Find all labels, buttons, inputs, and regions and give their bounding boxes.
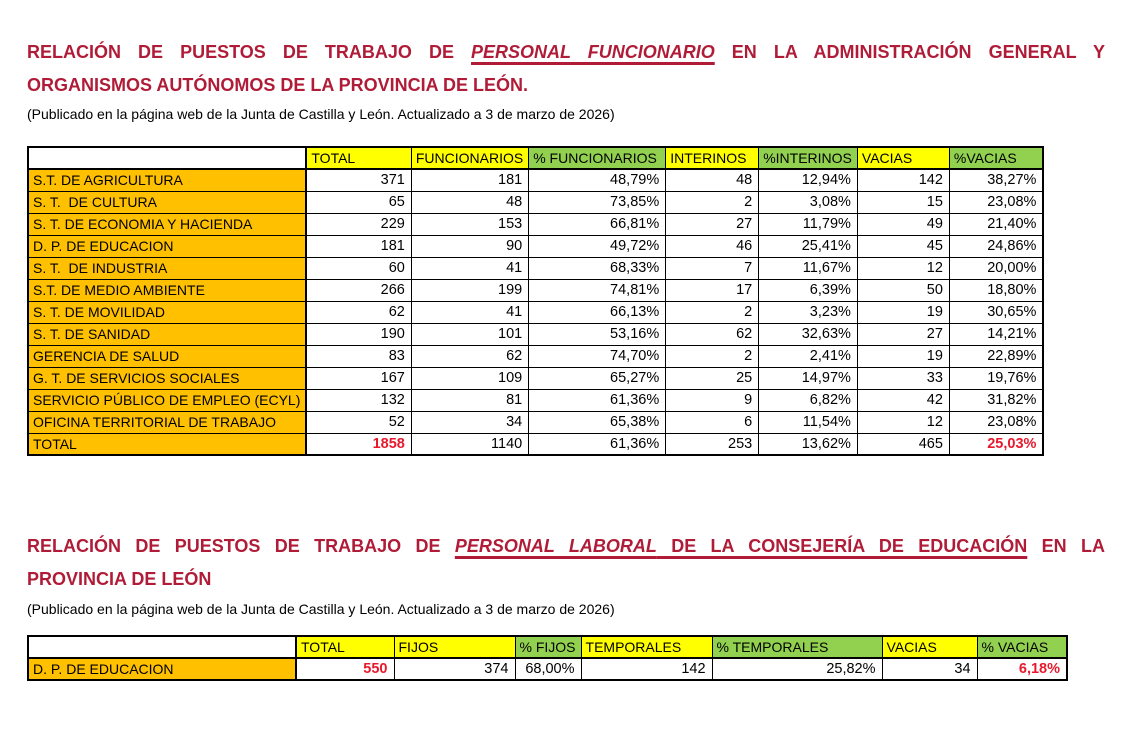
table-row: [28, 345, 1043, 367]
value-cell: 11,67%: [759, 257, 858, 279]
title-emphasis: PERSONAL LABORAL: [454, 536, 657, 556]
table-row: [28, 257, 1043, 279]
value-cell: 13,62%: [759, 433, 858, 455]
column-header: TOTAL: [296, 636, 394, 658]
value-cell: 61,36%: [529, 433, 666, 455]
value-cell: 66,13%: [529, 301, 666, 323]
value-cell: 48: [666, 169, 759, 191]
column-header: VACIAS: [882, 636, 977, 658]
column-header: %INTERINOS: [759, 147, 858, 169]
value-cell: 253: [666, 433, 759, 455]
title-text: EN LA ADMINISTRACIÓN GENERAL Y: [714, 42, 1105, 62]
value-cell: 11,79%: [759, 213, 858, 235]
row-label-cell: TOTAL: [28, 433, 306, 455]
table-row: [28, 389, 1043, 411]
corner-cell: [28, 636, 296, 658]
row-label-cell: SERVICIO PÚBLICO DE EMPLEO (ECYL): [28, 389, 306, 411]
value-cell: 42: [857, 389, 949, 411]
row-label-cell: S. T. DE SANIDAD: [28, 323, 306, 345]
value-cell: 229: [306, 213, 411, 235]
section1-title: [27, 36, 1105, 102]
value-cell: 9: [666, 389, 759, 411]
value-cell: 73,85%: [529, 191, 666, 213]
value-cell: 19: [857, 301, 949, 323]
value-cell: 550: [296, 658, 394, 680]
value-cell: 1140: [411, 433, 528, 455]
value-cell: 65: [306, 191, 411, 213]
value-cell: 374: [394, 658, 515, 680]
value-cell: 27: [666, 213, 759, 235]
table-row: [28, 235, 1043, 257]
value-cell: 3,08%: [759, 191, 858, 213]
value-cell: 48,79%: [529, 169, 666, 191]
title-text: RELACIÓN DE PUESTOS DE TRABAJO DE: [27, 42, 471, 62]
title-emphasis: DE LA CONSEJERÍA DE EDUCACIÓN: [656, 536, 1028, 556]
value-cell: 1858: [306, 433, 411, 455]
value-cell: 62: [306, 301, 411, 323]
value-cell: 2,41%: [759, 345, 858, 367]
value-cell: 153: [411, 213, 528, 235]
value-cell: 6,18%: [977, 658, 1067, 680]
value-cell: 12: [857, 257, 949, 279]
value-cell: 50: [857, 279, 949, 301]
value-cell: 25,03%: [949, 433, 1043, 455]
section2-title-line1: [27, 530, 1105, 563]
value-cell: 65,27%: [529, 367, 666, 389]
row-label-cell: S. T. DE ECONOMIA Y HACIENDA: [28, 213, 306, 235]
value-cell: 90: [411, 235, 528, 257]
row-label-cell: OFICINA TERRITORIAL DE TRABAJO: [28, 411, 306, 433]
value-cell: 14,21%: [949, 323, 1043, 345]
funcionario-table: [27, 146, 1044, 456]
value-cell: 14,97%: [759, 367, 858, 389]
value-cell: 46: [666, 235, 759, 257]
value-cell: 81: [411, 389, 528, 411]
table-row: [28, 191, 1043, 213]
value-cell: 142: [581, 658, 712, 680]
value-cell: 22,89%: [949, 345, 1043, 367]
value-cell: 181: [306, 235, 411, 257]
row-label-cell: S.T. DE AGRICULTURA: [28, 169, 306, 191]
table-row: [28, 279, 1043, 301]
value-cell: 101: [411, 323, 528, 345]
value-cell: 65,38%: [529, 411, 666, 433]
table-row: [28, 169, 1043, 191]
value-cell: 2: [666, 191, 759, 213]
value-cell: 74,81%: [529, 279, 666, 301]
value-cell: 2: [666, 345, 759, 367]
laboral-table: [27, 635, 1068, 681]
section1-title-line2: ORGANISMOS AUTÓNOMOS DE LA PROVINCIA DE LEÓN.: [27, 75, 529, 95]
value-cell: 11,54%: [759, 411, 858, 433]
value-cell: 465: [857, 433, 949, 455]
value-cell: 48: [411, 191, 528, 213]
table-row: [28, 301, 1043, 323]
column-header: TEMPORALES: [581, 636, 712, 658]
table-row: [28, 411, 1043, 433]
value-cell: 24,86%: [949, 235, 1043, 257]
value-cell: 21,40%: [949, 213, 1043, 235]
section2-subtitle: (Publicado en la página web de la Junta de Castilla y León. Actualizado a 3 de marzo de 2026): [27, 601, 615, 617]
value-cell: 34: [411, 411, 528, 433]
value-cell: 6,39%: [759, 279, 858, 301]
value-cell: 181: [411, 169, 528, 191]
value-cell: 12,94%: [759, 169, 858, 191]
column-header: FUNCIONARIOS: [411, 147, 528, 169]
value-cell: 25: [666, 367, 759, 389]
section1-subtitle: (Publicado en la página web de la Junta de Castilla y León. Actualizado a 3 de marzo de 2026): [27, 106, 615, 122]
row-label-cell: G. T. DE SERVICIOS SOCIALES: [28, 367, 306, 389]
value-cell: 32,63%: [759, 323, 858, 345]
value-cell: 74,70%: [529, 345, 666, 367]
value-cell: 15: [857, 191, 949, 213]
value-cell: 12: [857, 411, 949, 433]
value-cell: 61,36%: [529, 389, 666, 411]
value-cell: 41: [411, 301, 528, 323]
value-cell: 23,08%: [949, 411, 1043, 433]
value-cell: 68,33%: [529, 257, 666, 279]
section2-title-line2: PROVINCIA DE LEÓN: [27, 569, 212, 589]
value-cell: 25,82%: [712, 658, 882, 680]
value-cell: 33: [857, 367, 949, 389]
value-cell: 49,72%: [529, 235, 666, 257]
title-emphasis: PERSONAL FUNCIONARIO: [471, 42, 715, 62]
table-row: [28, 367, 1043, 389]
column-header: VACIAS: [857, 147, 949, 169]
column-header: % VACIAS: [977, 636, 1067, 658]
title-text: EN LA: [1027, 536, 1105, 556]
row-label-cell: S. T. DE CULTURA: [28, 191, 306, 213]
value-cell: 7: [666, 257, 759, 279]
value-cell: 20,00%: [949, 257, 1043, 279]
value-cell: 53,16%: [529, 323, 666, 345]
value-cell: 52: [306, 411, 411, 433]
value-cell: 30,65%: [949, 301, 1043, 323]
row-label-cell: S. T. DE INDUSTRIA: [28, 257, 306, 279]
section1-title-line1: [27, 36, 1105, 69]
value-cell: 142: [857, 169, 949, 191]
row-label-cell: GERENCIA DE SALUD: [28, 345, 306, 367]
header-row: [28, 147, 1043, 169]
value-cell: 34: [882, 658, 977, 680]
value-cell: 3,23%: [759, 301, 858, 323]
value-cell: 6,82%: [759, 389, 858, 411]
row-label-cell: D. P. DE EDUCACION: [28, 235, 306, 257]
row-label-cell: S.T. DE MEDIO AMBIENTE: [28, 279, 306, 301]
value-cell: 19: [857, 345, 949, 367]
value-cell: 18,80%: [949, 279, 1043, 301]
value-cell: 49: [857, 213, 949, 235]
value-cell: 38,27%: [949, 169, 1043, 191]
column-header: INTERINOS: [666, 147, 759, 169]
value-cell: 2: [666, 301, 759, 323]
value-cell: 41: [411, 257, 528, 279]
value-cell: 6: [666, 411, 759, 433]
value-cell: 266: [306, 279, 411, 301]
value-cell: 31,82%: [949, 389, 1043, 411]
value-cell: 25,41%: [759, 235, 858, 257]
value-cell: 62: [411, 345, 528, 367]
table-row: [28, 658, 1067, 680]
value-cell: 109: [411, 367, 528, 389]
value-cell: 132: [306, 389, 411, 411]
value-cell: 45: [857, 235, 949, 257]
value-cell: 19,76%: [949, 367, 1043, 389]
column-header: FIJOS: [394, 636, 515, 658]
row-label-cell: S. T. DE MOVILIDAD: [28, 301, 306, 323]
value-cell: 17: [666, 279, 759, 301]
value-cell: 66,81%: [529, 213, 666, 235]
value-cell: 23,08%: [949, 191, 1043, 213]
value-cell: 60: [306, 257, 411, 279]
value-cell: 199: [411, 279, 528, 301]
value-cell: 68,00%: [515, 658, 581, 680]
column-header: %VACIAS: [949, 147, 1043, 169]
value-cell: 27: [857, 323, 949, 345]
table-row: [28, 323, 1043, 345]
row-label-cell: D. P. DE EDUCACION: [28, 658, 296, 680]
value-cell: 62: [666, 323, 759, 345]
corner-cell: [28, 147, 306, 169]
value-cell: 190: [306, 323, 411, 345]
section2-title: [27, 530, 1105, 596]
value-cell: 83: [306, 345, 411, 367]
column-header: % TEMPORALES: [712, 636, 882, 658]
table-row: [28, 213, 1043, 235]
column-header: % FIJOS: [515, 636, 581, 658]
table-row: [28, 433, 1043, 455]
column-header: % FUNCIONARIOS: [529, 147, 666, 169]
title-text: RELACIÓN DE PUESTOS DE TRABAJO DE: [27, 536, 455, 556]
value-cell: 371: [306, 169, 411, 191]
column-header: TOTAL: [306, 147, 411, 169]
value-cell: 167: [306, 367, 411, 389]
header-row: [28, 636, 1067, 658]
